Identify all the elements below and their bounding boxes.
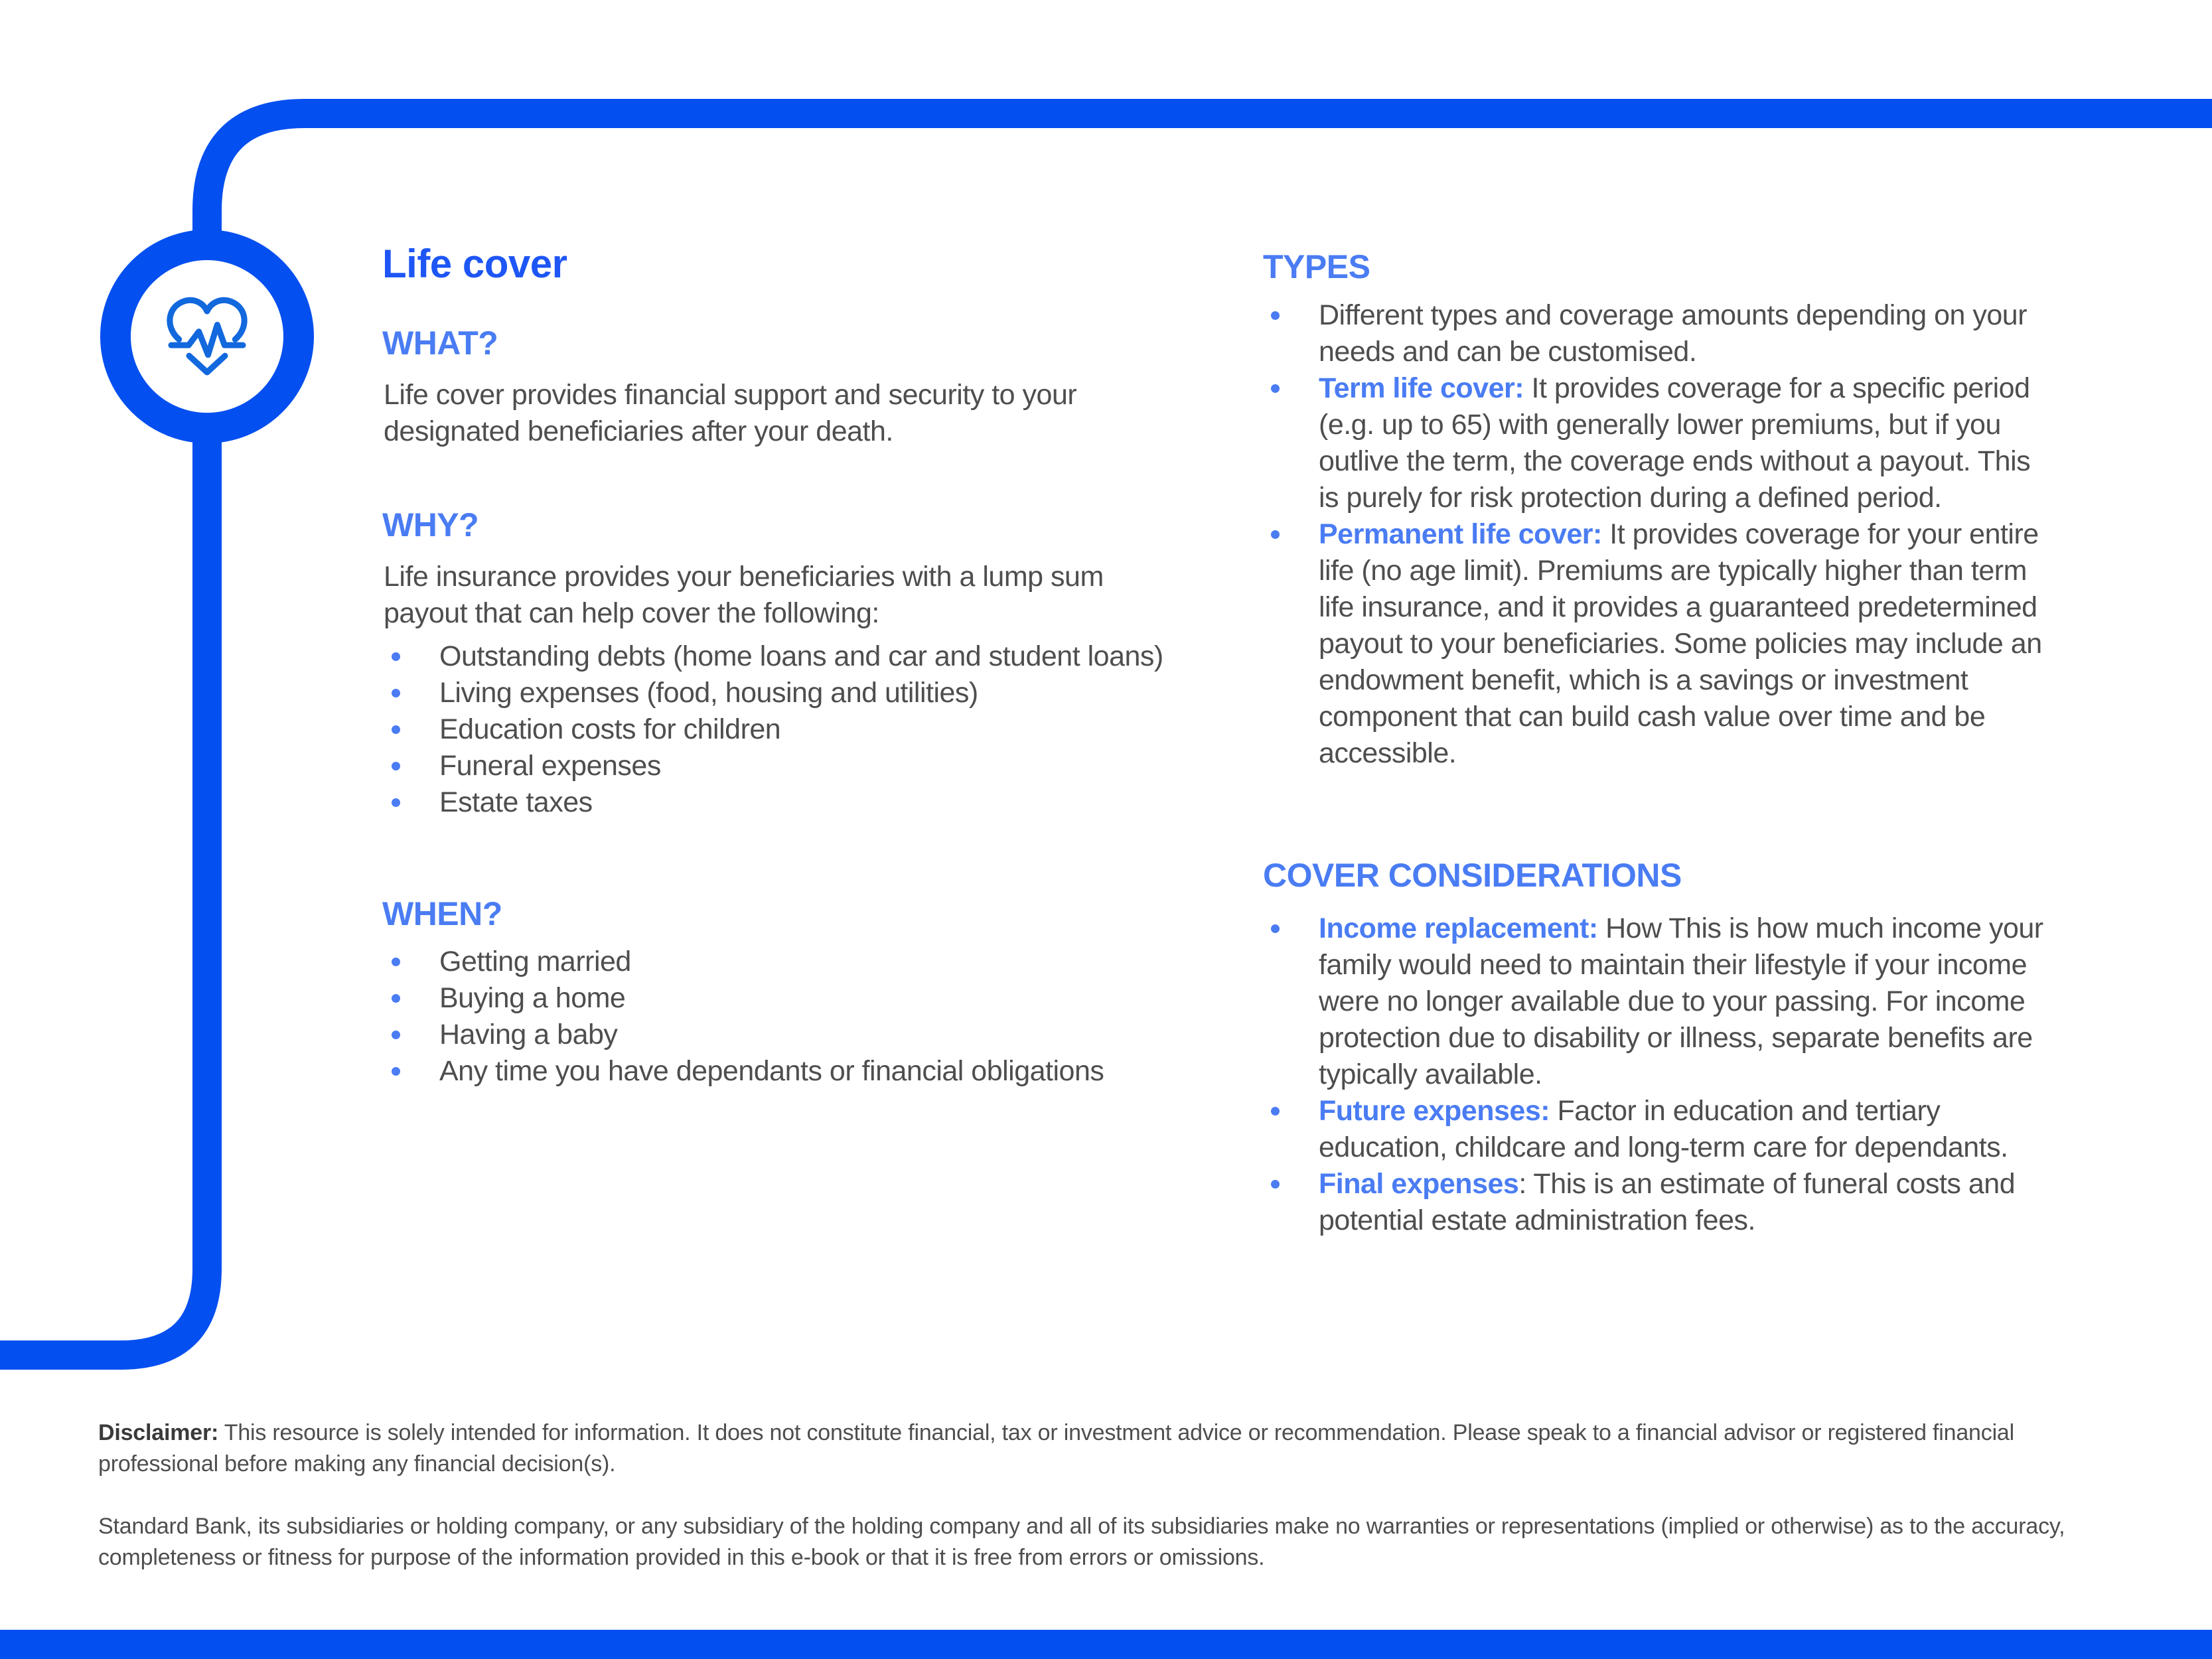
bullet-text: Outstanding debts (home loans and car and student loans) <box>439 640 1163 672</box>
bullet-label: Permanent life cover: <box>1319 518 1602 550</box>
bullet-text: Living expenses (food, housing and utilities) <box>439 677 978 709</box>
bullet-label: Future expenses: <box>1319 1095 1550 1127</box>
bullet-text: : This is an estimate of funeral costs and potential estate administration fees. <box>1319 1168 2016 1236</box>
list-item <box>384 638 1213 675</box>
list-item <box>1263 910 2049 1093</box>
bullet-text: It provides coverage for your entire life (no age limit). Premiums are typically higher than term life insurance, and it provides a guaranteed predetermined payout to your beneficiaries. Some policies may include an endowment benefit, which is a savings or investment component that can build cash value over time and be accessible. <box>1319 518 2042 769</box>
list-item <box>1263 1166 2049 1239</box>
bullet-text: Funeral expenses <box>439 750 661 782</box>
list-item <box>1263 516 2049 772</box>
disclaimer-paragraph-2: Standard Bank, its subsidiaries or holding company, or any subsidiary of the holding company and all of its subsidiaries make no warranties or representations (implied or otherwise) as to the accuracy, completeness or fitness for purpose of the information provided in this e-book or that it is free from errors or omissions. <box>98 1514 2065 1570</box>
bullet-text: Different types and coverage amounts depending on your needs and can be customised. <box>1319 299 2028 368</box>
list-item <box>384 711 1213 748</box>
bullet-text: Any time you have dependants or financial obligations <box>439 1055 1104 1087</box>
list-item <box>384 1017 1213 1053</box>
list-item <box>1263 297 2049 370</box>
bullet-text: It provides coverage for a specific period (e.g. up to 65) with generally lower premiums, but if you outlive the term, the coverage ends without a payout. This is purely for risk protection during a defined period. <box>1319 372 2031 514</box>
heading-cover-considerations: COVER CONSIDERATIONS <box>1263 857 1682 894</box>
disclaimer-paragraph-1 <box>98 1417 2116 1480</box>
types-bullet-list <box>1263 297 2049 772</box>
bullet-text: How This is how much income your family would need to maintain their lifestyle if your income were no longer available due to your passing. For income protection due to disability or illness, separate benefits are typically available. <box>1319 912 2043 1090</box>
disclaimer-text-1: This resource is solely intended for information. It does not constitute financial, tax or investment advice or recommendation. Please speak to a financial advisor or registered financial professional before making any financial decision(s). <box>98 1420 2014 1477</box>
disclaimer-block <box>98 1417 2116 1573</box>
list-item <box>384 748 1213 784</box>
bullet-text: Factor in education and tertiary education, childcare and long-term care for dependants. <box>1319 1095 2008 1163</box>
list-item <box>384 784 1213 821</box>
considerations-bullet-list <box>1263 910 2049 1239</box>
heading-why: WHY? <box>382 506 479 543</box>
bullet-text: Getting married <box>439 946 631 977</box>
page-title: Life cover <box>382 242 567 286</box>
list-item <box>1263 1093 2049 1166</box>
bullet-text: Buying a home <box>439 982 626 1014</box>
list-item <box>384 944 1213 980</box>
when-bullet-list <box>384 944 1213 1090</box>
bullet-text: Having a baby <box>439 1019 618 1050</box>
icon-circle <box>115 245 299 428</box>
bullet-label: Term life cover: <box>1319 372 1524 404</box>
bullet-label: Final expenses <box>1319 1168 1519 1200</box>
bullet-text: Estate taxes <box>439 786 593 818</box>
what-paragraph: Life cover provides financial support and security to your designated beneficiaries after your death. <box>384 379 1077 447</box>
list-item <box>1263 370 2049 516</box>
heading-when: WHEN? <box>382 895 502 932</box>
bullet-text: Education costs for children <box>439 713 781 745</box>
heading-what: WHAT? <box>382 325 498 362</box>
why-bullet-list <box>384 638 1213 821</box>
list-item <box>384 1053 1213 1090</box>
disclaimer-label: Disclaimer: <box>98 1420 219 1445</box>
list-item <box>384 980 1213 1017</box>
footer-accent-bar <box>0 1630 2212 1659</box>
heading-types: TYPES <box>1263 248 1370 285</box>
list-item <box>384 675 1213 711</box>
why-paragraph: Life insurance provides your beneficiaries with a lump sum payout that can help cover the following: <box>384 561 1104 629</box>
bullet-label: Income replacement: <box>1319 912 1598 944</box>
